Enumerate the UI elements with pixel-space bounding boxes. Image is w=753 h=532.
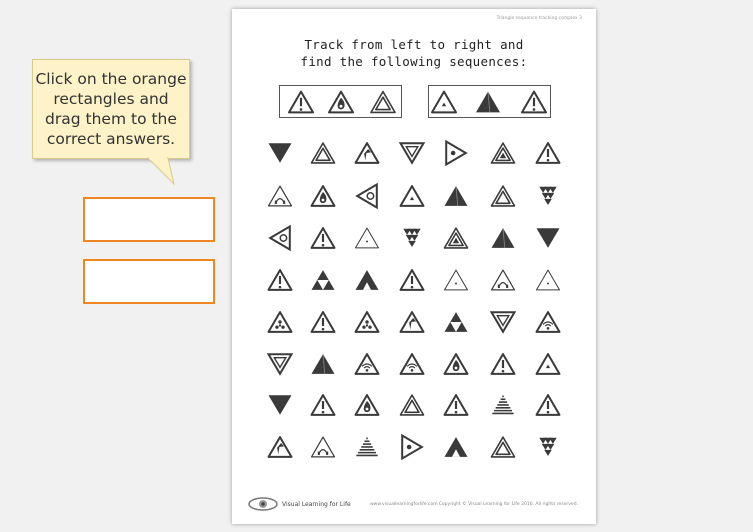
symbol-radiation-icon: [356, 312, 379, 332]
worksheet: [232, 9, 596, 524]
symbol-horse-icon: [269, 437, 292, 457]
symbol-headphones-icon: [269, 186, 292, 206]
symbol-fire-icon: [356, 395, 379, 415]
symbol-double-icon: [312, 143, 335, 163]
symbol-fire-icon: [312, 186, 335, 206]
symbol-warning-icon: [312, 228, 335, 248]
symbol-grid: [232, 9, 596, 524]
symbol-pyramid-icon: [445, 186, 468, 206]
symbol-wifi-icon: [537, 312, 560, 332]
instruction-callout: [32, 59, 190, 159]
footer-logo: [248, 496, 351, 512]
symbol-double-icon: [401, 395, 424, 415]
symbol-tri-black-icon: [445, 312, 468, 332]
callout-tail: [140, 157, 180, 187]
symbol-down-double-icon: [401, 143, 424, 163]
symbol-down-tri-icon: [539, 187, 556, 205]
symbol-headphones-icon: [312, 437, 335, 457]
symbol-left-eye-icon: [270, 227, 290, 250]
instruction-line-1: Track from left to right and: [304, 37, 524, 52]
symbol-thin-dot-icon: [356, 228, 379, 248]
symbol-concentric-icon: [445, 228, 468, 248]
callout-line: rectangles and: [53, 90, 169, 108]
answer-drop-rectangle-1[interactable]: [83, 197, 215, 242]
symbol-warning-icon: [537, 143, 560, 163]
symbol-warning-icon: [537, 395, 560, 415]
callout-line: drag them to the: [45, 110, 177, 128]
symbol-radiation-icon: [269, 312, 292, 332]
symbol-headphones-icon: [492, 270, 515, 290]
symbol-down-tri-icon: [403, 229, 420, 247]
symbol-right-dot-icon: [402, 436, 422, 459]
symbol-dot-icon: [537, 354, 560, 374]
footer-url: www.visuallearningforlife.com: [370, 502, 438, 507]
symbol-down-solid-icon: [537, 228, 560, 248]
symbol-stripes-icon: [356, 438, 377, 455]
eye-logo-icon: [248, 496, 278, 512]
symbol-stripes-icon: [492, 396, 513, 413]
symbol-tri-black-icon: [312, 270, 335, 290]
symbol-warning-icon: [289, 92, 313, 113]
symbol-warning-icon: [312, 395, 335, 415]
symbol-solid-peak-icon: [356, 270, 379, 290]
symbol-down-tri-icon: [539, 438, 556, 456]
symbol-warning-icon: [445, 395, 468, 415]
symbol-double-icon: [371, 92, 395, 113]
symbol-horse-icon: [356, 143, 379, 163]
symbol-warning-icon: [312, 312, 335, 332]
symbol-warning-icon: [522, 92, 546, 113]
callout-line: correct answers.: [46, 130, 176, 148]
symbol-left-eye-icon: [357, 185, 377, 208]
symbol-double-icon: [492, 437, 515, 457]
symbol-fire-icon: [445, 354, 468, 374]
symbol-horse-icon: [401, 312, 424, 332]
symbol-concentric-icon: [492, 143, 515, 163]
symbol-down-solid-icon: [269, 143, 292, 163]
symbol-pyramid-icon: [492, 228, 515, 248]
symbol-warning-icon: [269, 270, 292, 290]
symbol-warning-icon: [492, 354, 515, 374]
symbol-dot-icon: [432, 92, 456, 113]
symbol-solid-peak-icon: [445, 437, 468, 457]
symbol-down-double-icon: [492, 312, 515, 332]
instruction-line-2: find the following sequences:: [300, 54, 528, 69]
symbol-thin-dot-icon: [537, 270, 560, 290]
symbol-down-double-icon: [269, 354, 292, 374]
callout-line: Click on the orange: [35, 70, 187, 88]
answer-drop-rectangle-2[interactable]: [83, 259, 215, 304]
symbol-thin-dot-icon: [445, 270, 468, 290]
symbol-wifi-icon: [356, 354, 379, 374]
symbol-down-solid-icon: [269, 395, 292, 415]
worksheet-tag: Triangle sequence tracking complex 3: [496, 16, 582, 21]
symbol-pyramid-icon: [476, 92, 500, 113]
symbol-dot-icon: [401, 186, 424, 206]
symbol-pyramid-icon: [312, 354, 335, 374]
footer-copyright: Copyright © Visual Learning for Life 2016. All rights reserved.: [438, 502, 578, 507]
symbol-double-icon: [492, 186, 515, 206]
symbol-right-dot-icon: [446, 142, 466, 165]
symbol-warning-icon: [401, 270, 424, 290]
symbol-fire-icon: [329, 92, 353, 113]
symbol-wifi-icon: [401, 354, 424, 374]
footer-brand: Visual Learning for Life: [282, 500, 351, 508]
